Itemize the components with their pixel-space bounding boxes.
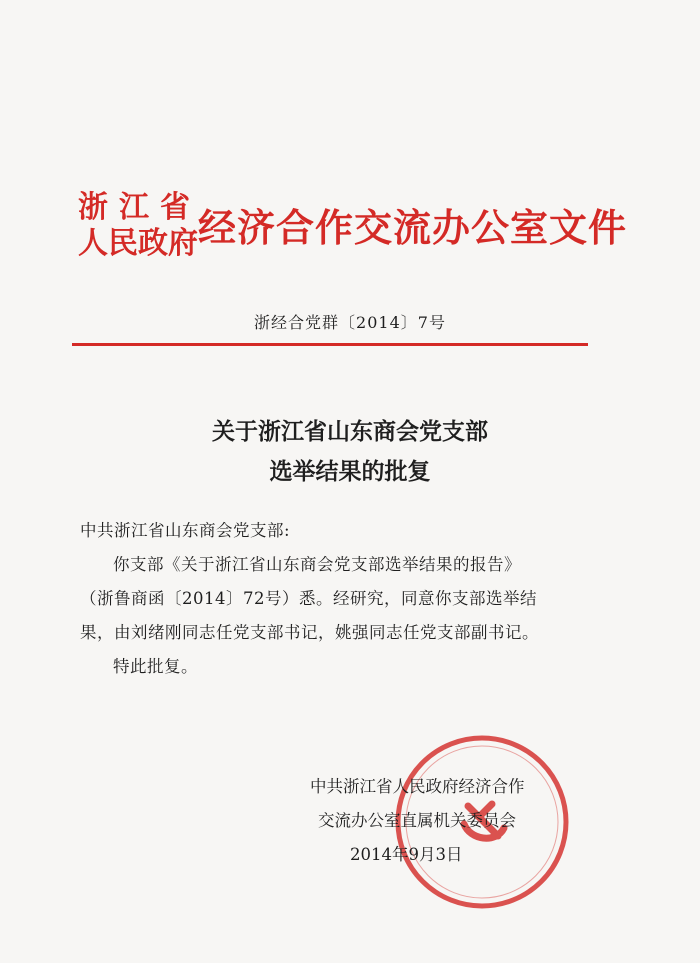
issuer-government (78, 190, 201, 262)
title-line-2: 选举结果的批复 (269, 458, 431, 485)
issuer-line-2: 人民政府 (78, 226, 198, 261)
document-title (0, 412, 700, 492)
document-header (78, 188, 638, 268)
document-body (80, 514, 610, 684)
issuer-main-title: 经济合作交流办公室文件 (198, 205, 628, 250)
signature-block (300, 770, 580, 872)
closing: 特此批复。 (113, 657, 198, 676)
signature-date: 2014年9月3日 (350, 845, 463, 864)
red-divider (72, 343, 588, 346)
issuer-line-1: 浙江省 (78, 190, 201, 225)
body-line-1: 你支部《关于浙江省山东商会党支部选举结果的报告》 (113, 555, 521, 574)
body-line-3: 果，由刘绪刚同志任党支部书记，姚强同志任党支部副书记。 (80, 623, 539, 642)
title-line-1: 关于浙江省山东商会党支部 (212, 418, 488, 445)
signature-org-line-1: 中共浙江省人民政府经济合作 (310, 777, 525, 796)
body-line-2: （浙鲁商函〔2014〕72号）悉。经研究，同意你支部选举结 (80, 589, 537, 608)
salutation: 中共浙江省山东商会党支部: (80, 521, 291, 540)
document-number: 浙经合党群〔2014〕7号 (254, 313, 446, 332)
signature-org-line-2: 交流办公室直属机关委员会 (318, 811, 516, 830)
